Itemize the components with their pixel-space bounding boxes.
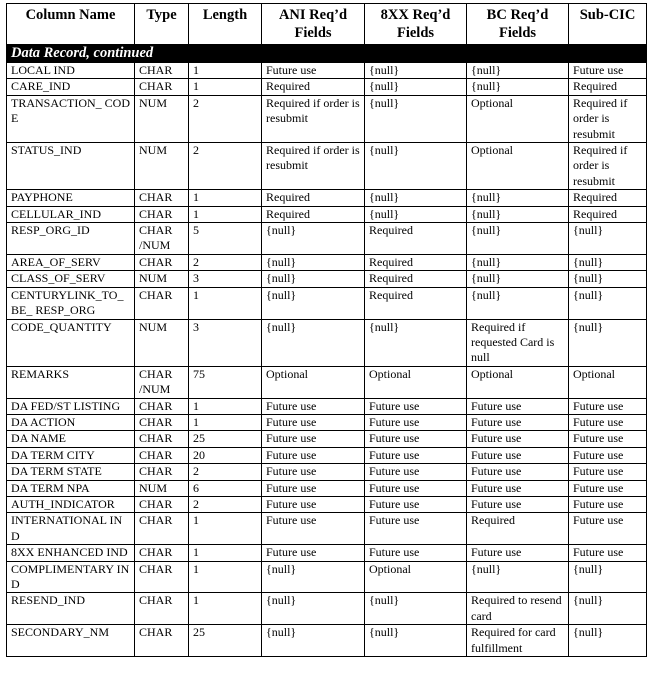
cell-bc: {null} (467, 287, 569, 319)
cell-length: 1 (189, 398, 262, 414)
cell-ani: {null} (262, 319, 365, 366)
cell-8xx: {null} (365, 206, 467, 222)
cell-ani: Required (262, 190, 365, 206)
cell-column-name: INTERNATIONAL IND (7, 513, 135, 545)
cell-subcic: Future use (569, 480, 647, 496)
cell-column-name: AREA_OF_SERV (7, 254, 135, 270)
header-column-name: Column Name (7, 4, 135, 45)
cell-ani: Future use (262, 447, 365, 463)
table-row (7, 561, 647, 593)
header-ani: ANI Req’d Fields (262, 4, 365, 45)
cell-ani: Future use (262, 398, 365, 414)
table-row (7, 271, 647, 287)
cell-type: NUM (135, 480, 189, 496)
table-row (7, 496, 647, 512)
cell-bc: Future use (467, 496, 569, 512)
cell-column-name: TRANSACTION_ CODE (7, 95, 135, 142)
cell-ani: Future use (262, 545, 365, 561)
cell-column-name: PAYPHONE (7, 190, 135, 206)
cell-type: CHAR (135, 561, 189, 593)
table-row (7, 545, 647, 561)
cell-length: 3 (189, 319, 262, 366)
cell-bc: {null} (467, 190, 569, 206)
cell-ani: Required if order is resubmit (262, 143, 365, 190)
table-row (7, 431, 647, 447)
cell-8xx: Future use (365, 431, 467, 447)
cell-subcic: Required (569, 206, 647, 222)
cell-subcic: {null} (569, 319, 647, 366)
table-row (7, 593, 647, 625)
cell-8xx: {null} (365, 625, 467, 657)
cell-subcic: Required (569, 190, 647, 206)
cell-length: 25 (189, 431, 262, 447)
cell-bc: {null} (467, 271, 569, 287)
cell-subcic: {null} (569, 287, 647, 319)
cell-column-name: DA TERM CITY (7, 447, 135, 463)
cell-length: 1 (189, 513, 262, 545)
cell-ani: Required (262, 79, 365, 95)
cell-ani: Future use (262, 480, 365, 496)
table-row (7, 319, 647, 366)
cell-type: NUM (135, 319, 189, 366)
header-length: Length (189, 4, 262, 45)
cell-column-name: CENTURYLINK_TO_BE_ RESP_ORG (7, 287, 135, 319)
cell-ani: {null} (262, 254, 365, 270)
section-row (7, 45, 647, 63)
table-row (7, 79, 647, 95)
cell-subcic: {null} (569, 561, 647, 593)
cell-8xx: Future use (365, 480, 467, 496)
cell-type: CHAR (135, 513, 189, 545)
cell-ani: {null} (262, 593, 365, 625)
cell-column-name: REMARKS (7, 366, 135, 398)
table-row (7, 190, 647, 206)
cell-length: 1 (189, 561, 262, 593)
cell-bc: Future use (467, 398, 569, 414)
cell-length: 1 (189, 287, 262, 319)
cell-ani: Future use (262, 464, 365, 480)
table-row (7, 254, 647, 270)
table-row (7, 513, 647, 545)
table-row (7, 398, 647, 414)
cell-bc: {null} (467, 254, 569, 270)
cell-length: 1 (189, 414, 262, 430)
cell-subcic: {null} (569, 271, 647, 287)
cell-column-name: AUTH_INDICATOR (7, 496, 135, 512)
cell-length: 25 (189, 625, 262, 657)
cell-8xx: Optional (365, 366, 467, 398)
cell-8xx: Future use (365, 513, 467, 545)
cell-ani: {null} (262, 223, 365, 255)
cell-bc: Optional (467, 143, 569, 190)
table-row (7, 95, 647, 142)
cell-subcic: Future use (569, 431, 647, 447)
cell-subcic: {null} (569, 593, 647, 625)
cell-subcic: Future use (569, 513, 647, 545)
cell-type: CHAR (135, 447, 189, 463)
cell-type: CHAR (135, 287, 189, 319)
cell-bc: {null} (467, 206, 569, 222)
cell-type: CHAR (135, 63, 189, 79)
cell-subcic: Future use (569, 464, 647, 480)
header-bc: BC Req’d Fields (467, 4, 569, 45)
cell-length: 6 (189, 480, 262, 496)
cell-8xx: Future use (365, 398, 467, 414)
header-8xx: 8XX Req’d Fields (365, 4, 467, 45)
cell-length: 2 (189, 95, 262, 142)
cell-ani: Future use (262, 431, 365, 447)
cell-ani: Future use (262, 513, 365, 545)
cell-subcic: Required (569, 79, 647, 95)
cell-bc: Required for card fulfillment (467, 625, 569, 657)
cell-length: 1 (189, 63, 262, 79)
cell-column-name: SECONDARY_NM (7, 625, 135, 657)
cell-type: CHAR (135, 206, 189, 222)
cell-type: CHAR (135, 254, 189, 270)
cell-ani: {null} (262, 271, 365, 287)
cell-column-name: RESP_ORG_ID (7, 223, 135, 255)
cell-length: 1 (189, 593, 262, 625)
cell-8xx: Future use (365, 545, 467, 561)
cell-subcic: Future use (569, 496, 647, 512)
cell-8xx: Required (365, 287, 467, 319)
cell-type: CHAR /NUM (135, 223, 189, 255)
cell-ani: Future use (262, 63, 365, 79)
cell-type: CHAR (135, 398, 189, 414)
cell-length: 5 (189, 223, 262, 255)
cell-length: 1 (189, 545, 262, 561)
cell-subcic: Future use (569, 414, 647, 430)
field-spec-table (6, 3, 647, 657)
cell-bc: Future use (467, 431, 569, 447)
cell-ani: Future use (262, 414, 365, 430)
cell-8xx: {null} (365, 190, 467, 206)
cell-column-name: CODE_QUANTITY (7, 319, 135, 366)
cell-subcic: Required if order is resubmit (569, 143, 647, 190)
cell-length: 1 (189, 79, 262, 95)
table-row (7, 223, 647, 255)
cell-bc: Optional (467, 366, 569, 398)
cell-ani: Optional (262, 366, 365, 398)
cell-8xx: {null} (365, 79, 467, 95)
cell-type: NUM (135, 271, 189, 287)
cell-8xx: {null} (365, 319, 467, 366)
table-row (7, 366, 647, 398)
table-row (7, 464, 647, 480)
cell-type: CHAR (135, 593, 189, 625)
cell-length: 1 (189, 206, 262, 222)
cell-subcic: {null} (569, 254, 647, 270)
header-subcic: Sub-CIC (569, 4, 647, 45)
cell-bc: Future use (467, 414, 569, 430)
cell-column-name: RESEND_IND (7, 593, 135, 625)
cell-subcic: {null} (569, 625, 647, 657)
cell-subcic: Future use (569, 398, 647, 414)
cell-column-name: DA TERM NPA (7, 480, 135, 496)
cell-length: 3 (189, 271, 262, 287)
cell-length: 1 (189, 190, 262, 206)
cell-8xx: {null} (365, 95, 467, 142)
cell-bc: Future use (467, 545, 569, 561)
cell-length: 75 (189, 366, 262, 398)
cell-length: 2 (189, 254, 262, 270)
cell-column-name: COMPLIMENTARY IND (7, 561, 135, 593)
cell-8xx: {null} (365, 63, 467, 79)
cell-type: CHAR (135, 190, 189, 206)
cell-8xx: Optional (365, 561, 467, 593)
cell-column-name: DA TERM STATE (7, 464, 135, 480)
cell-subcic: Optional (569, 366, 647, 398)
cell-8xx: Future use (365, 447, 467, 463)
table-row (7, 480, 647, 496)
table-row (7, 414, 647, 430)
cell-type: NUM (135, 95, 189, 142)
cell-column-name: STATUS_IND (7, 143, 135, 190)
cell-column-name: CARE_IND (7, 79, 135, 95)
cell-ani: {null} (262, 625, 365, 657)
cell-8xx: Required (365, 271, 467, 287)
cell-type: CHAR (135, 496, 189, 512)
cell-type: CHAR (135, 79, 189, 95)
cell-column-name: CELLULAR_IND (7, 206, 135, 222)
cell-length: 2 (189, 496, 262, 512)
cell-bc: Future use (467, 464, 569, 480)
cell-bc: Future use (467, 447, 569, 463)
header-row (7, 4, 647, 45)
cell-column-name: DA ACTION (7, 414, 135, 430)
cell-subcic: Future use (569, 447, 647, 463)
table-row (7, 625, 647, 657)
cell-8xx: Required (365, 223, 467, 255)
cell-length: 2 (189, 143, 262, 190)
cell-8xx: Future use (365, 496, 467, 512)
cell-bc: Required to resend card (467, 593, 569, 625)
cell-8xx: Required (365, 254, 467, 270)
cell-type: CHAR /NUM (135, 366, 189, 398)
cell-bc: {null} (467, 561, 569, 593)
cell-column-name: CLASS_OF_SERV (7, 271, 135, 287)
cell-bc: {null} (467, 79, 569, 95)
cell-8xx: Future use (365, 414, 467, 430)
cell-type: CHAR (135, 431, 189, 447)
cell-8xx: {null} (365, 593, 467, 625)
cell-bc: Required (467, 513, 569, 545)
cell-column-name: LOCAL IND (7, 63, 135, 79)
cell-type: CHAR (135, 414, 189, 430)
table-row (7, 143, 647, 190)
table-row (7, 63, 647, 79)
cell-8xx: Future use (365, 464, 467, 480)
cell-ani: {null} (262, 561, 365, 593)
cell-ani: Required (262, 206, 365, 222)
cell-type: NUM (135, 143, 189, 190)
cell-subcic: Future use (569, 545, 647, 561)
cell-8xx: {null} (365, 143, 467, 190)
cell-ani: Required if order is resubmit (262, 95, 365, 142)
cell-column-name: DA FED/ST LISTING (7, 398, 135, 414)
cell-length: 20 (189, 447, 262, 463)
cell-bc: {null} (467, 223, 569, 255)
cell-subcic: Required if order is resubmit (569, 95, 647, 142)
table-row (7, 447, 647, 463)
table-row (7, 206, 647, 222)
cell-type: CHAR (135, 545, 189, 561)
cell-column-name: 8XX ENHANCED IND (7, 545, 135, 561)
cell-bc: Future use (467, 480, 569, 496)
section-title: Data Record, continued (7, 45, 647, 63)
cell-bc: Optional (467, 95, 569, 142)
cell-length: 2 (189, 464, 262, 480)
cell-type: CHAR (135, 464, 189, 480)
cell-ani: {null} (262, 287, 365, 319)
cell-subcic: Future use (569, 63, 647, 79)
cell-type: CHAR (135, 625, 189, 657)
cell-bc: Required if requested Card is null (467, 319, 569, 366)
header-type: Type (135, 4, 189, 45)
cell-bc: {null} (467, 63, 569, 79)
cell-subcic: {null} (569, 223, 647, 255)
table-row (7, 287, 647, 319)
cell-column-name: DA NAME (7, 431, 135, 447)
cell-ani: Future use (262, 496, 365, 512)
